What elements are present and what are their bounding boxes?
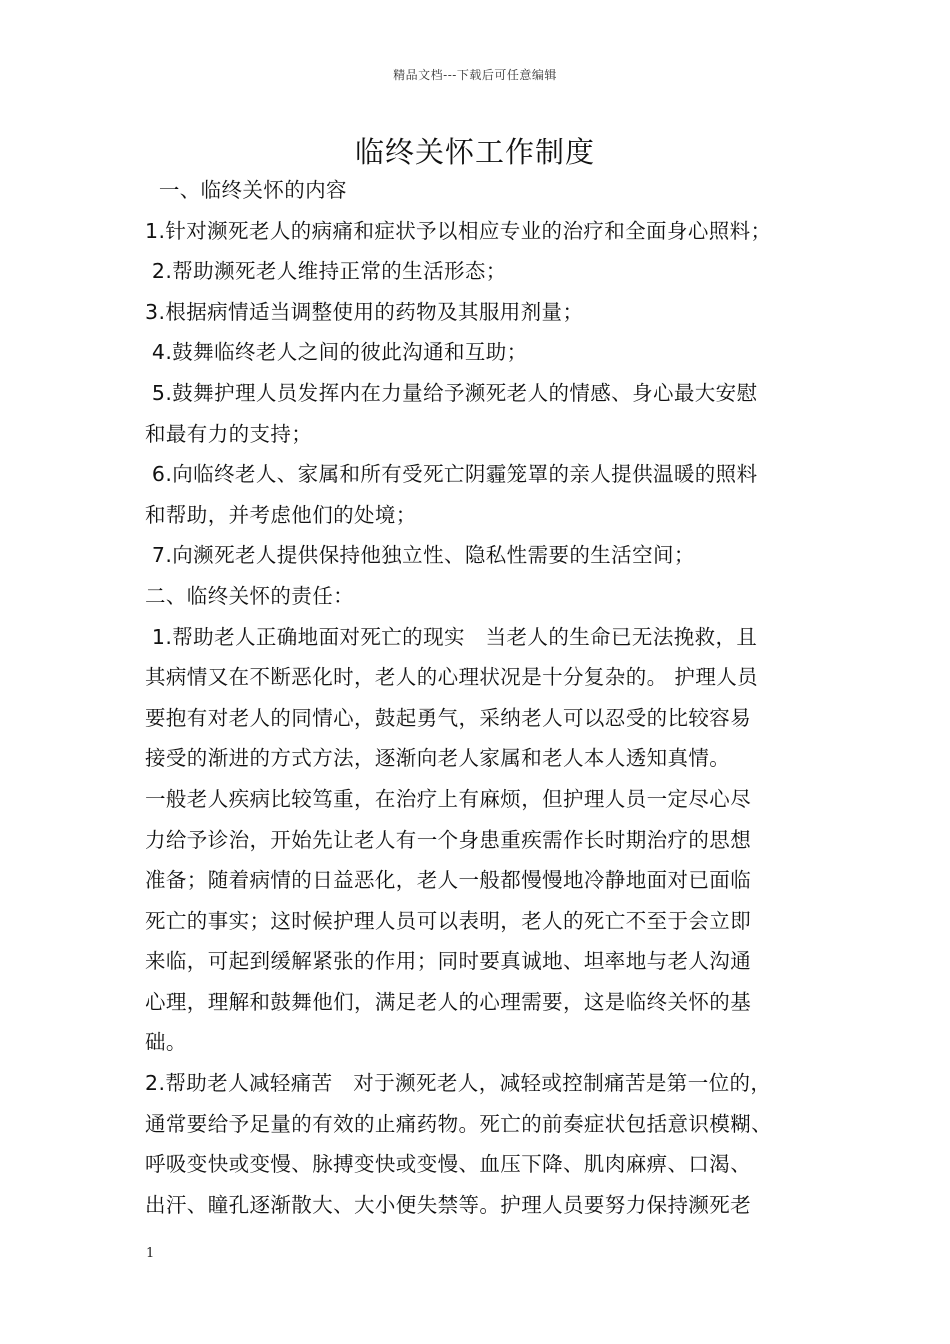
body-line: 7.向濒死老人提供保持他独立性、隐私性需要的生活空间； [145,543,695,568]
body-line: 死亡的事实；这时候护理人员可以表明，老人的死亡不至于会立即 [145,908,752,933]
body-line: 2.帮助老人减轻痛苦 对于濒死老人，减轻或控制痛苦是第一位的， [145,1071,772,1096]
body-line: 要抱有对老人的同情心，鼓起勇气，采纳老人可以忍受的比较容易 [145,705,752,730]
body-line: 接受的渐进的方式方法，逐渐向老人家属和老人本人透知真情。 [145,746,731,771]
body-line: 准备；随着病情的日益恶化，老人一般都慢慢地冷静地面对已面临 [145,868,752,893]
body-line: 力给予诊治，开始先让老人有一个身患重疾需作长时期治疗的思想 [145,827,752,852]
body-line: 呼吸变快或变慢、脉搏变快或变慢、血压下降、肌肉麻痹、口渴、 [145,1152,752,1177]
body-line: 2.帮助濒死老人维持正常的生活形态； [145,259,507,284]
body-line: 3.根据病情适当调整使用的药物及其服用剂量； [145,299,584,324]
body-line: 来临，可起到缓解紧张的作用；同时要真诚地、坦率地与老人沟通 [145,949,752,974]
body-line: 6.向临终老人、家属和所有受死亡阴霾笼罩的亲人提供温暖的照料 [145,462,758,487]
body-line: 心理，理解和鼓舞他们，满足老人的心理需要，这是临终关怀的基 [145,989,752,1014]
body-line: 5.鼓舞护理人员发挥内在力量给予濒死老人的情感、身心最大安慰 [145,380,758,405]
body-line: 1.针对濒死老人的病痛和症状予以相应专业的治疗和全面身心照料； [145,218,772,243]
body-line: 出汗、瞳孔逐渐散大、大小便失禁等。护理人员要努力保持濒死老 [145,1192,752,1217]
body-line: 一般老人疾病比较笃重，在治疗上有麻烦，但护理人员一定尽心尽 [145,786,752,811]
body-line: 二、临终关怀的责任： [145,583,354,608]
document-body [145,170,845,1225]
body-line: 一、临终关怀的内容 [145,178,347,202]
page-number: 1 [146,1246,155,1261]
body-line: 和最有力的支持； [145,421,313,446]
body-line: 和帮助，并考虑他们的处境； [145,502,417,527]
header-note: 精品文档---下载后可任意编辑 [393,68,557,82]
body-line: 4.鼓舞临终老人之间的彼此沟通和互助； [145,340,528,365]
body-line: 础。 [145,1030,187,1055]
body-line: 其病情又在不断恶化时，老人的心理状况是十分复杂的。 护理人员 [145,665,759,690]
body-line: 1.帮助老人正确地面对死亡的现实 当老人的生命已无法挽救，且 [145,624,758,649]
body-line: 通常要给予足量的有效的止痛药物。死亡的前奏症状包括意识模糊、 [145,1111,772,1136]
document-title: 临终关怀工作制度 [354,135,595,169]
